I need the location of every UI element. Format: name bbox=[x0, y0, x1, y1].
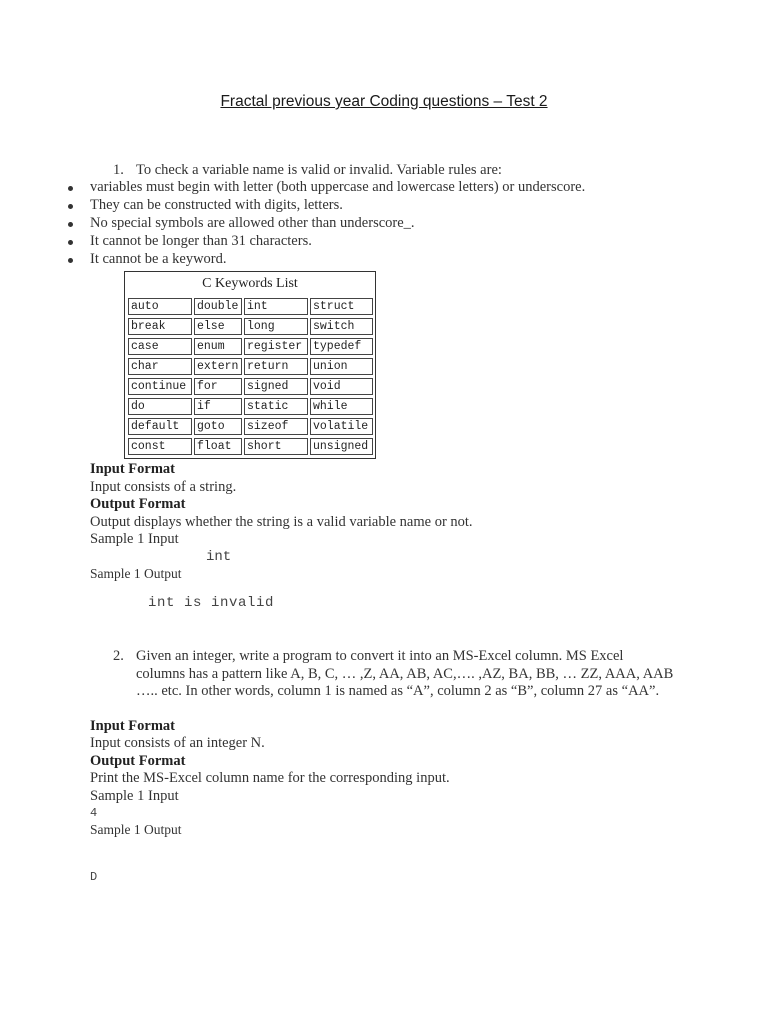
bullet-text: It cannot be longer than 31 characters. bbox=[90, 233, 312, 249]
table-cell: while bbox=[310, 398, 373, 415]
q1-sample-output-value: int is invalid bbox=[148, 595, 275, 611]
q1-output-format-label: Output Format bbox=[90, 496, 186, 512]
table-cell: auto bbox=[128, 298, 192, 315]
q2-number: 2. bbox=[113, 648, 124, 664]
bullet-text: variables must begin with letter (both uppercase and lowercase letters) or underscore. bbox=[90, 179, 586, 195]
table-cell: typedef bbox=[310, 338, 373, 355]
table-cell: static bbox=[244, 398, 308, 415]
q2-sample-input-value: 4 bbox=[90, 806, 98, 820]
table-cell: void bbox=[310, 378, 373, 395]
table-caption: C Keywords List bbox=[202, 276, 298, 291]
q1-sample-input-value: int bbox=[206, 549, 232, 565]
table-cell: goto bbox=[194, 418, 242, 435]
table-cell: else bbox=[194, 318, 242, 335]
table-cell: unsigned bbox=[310, 438, 373, 455]
table-cell: sizeof bbox=[244, 418, 308, 435]
table-cell: float bbox=[194, 438, 242, 455]
table-cell: extern bbox=[194, 358, 242, 375]
bullet-text: It cannot be a keyword. bbox=[90, 251, 227, 267]
table-cell: for bbox=[194, 378, 242, 395]
q2-sample-output-label: Sample 1 Output bbox=[90, 822, 182, 837]
q2-text: Given an integer, write a program to convert it into an MS-Excel column. MS Excel columns has a pattern like A, B, C, … ,Z, AA, AB, AC,…. ,AZ, BA, BB, … ZZ, AAA, AAB ….. etc. In other words, column 1 is named as “A”, column 2 as “B”, column 27 as “AA”. bbox=[136, 648, 674, 699]
q1-sample-output-label: Sample 1 Output bbox=[90, 566, 182, 581]
page-title: Fractal previous year Coding questions – Test 2 bbox=[220, 93, 548, 110]
table-cell: int bbox=[244, 298, 308, 315]
q1-input-format-text: Input consists of a string. bbox=[90, 479, 237, 495]
table-cell: struct bbox=[310, 298, 373, 315]
table-cell: long bbox=[244, 318, 308, 335]
c-keywords-table bbox=[124, 271, 376, 459]
q2-input-format-text: Input consists of an integer N. bbox=[90, 735, 265, 751]
table-cell: do bbox=[128, 398, 192, 415]
bullet-icon bbox=[68, 186, 73, 191]
table-cell: volatile bbox=[310, 418, 373, 435]
table-cell: case bbox=[128, 338, 192, 355]
table-cell: if bbox=[194, 398, 242, 415]
table-cell: default bbox=[128, 418, 192, 435]
table-cell: return bbox=[244, 358, 308, 375]
table-cell: const bbox=[128, 438, 192, 455]
table-cell: enum bbox=[194, 338, 242, 355]
table-cell: continue bbox=[128, 378, 192, 395]
bullet-icon bbox=[68, 258, 73, 263]
bullet-icon bbox=[68, 204, 73, 209]
bullet-icon bbox=[68, 222, 73, 227]
q1-text: To check a variable name is valid or invalid. Variable rules are: bbox=[136, 162, 502, 178]
table-cell: break bbox=[128, 318, 192, 335]
q2-sample-output-value: D bbox=[90, 870, 98, 884]
q1-sample-input-label: Sample 1 Input bbox=[90, 531, 179, 547]
q2-output-format-text: Print the MS-Excel column name for the corresponding input. bbox=[90, 770, 450, 786]
q2-input-format-label: Input Format bbox=[90, 718, 175, 734]
table-cell: char bbox=[128, 358, 192, 375]
table-cell: register bbox=[244, 338, 308, 355]
bullet-text: No special symbols are allowed other than underscore_. bbox=[90, 215, 415, 231]
table-cell: union bbox=[310, 358, 373, 375]
table-cell: short bbox=[244, 438, 308, 455]
q2-sample-input-label: Sample 1 Input bbox=[90, 788, 179, 804]
q1-number: 1. bbox=[113, 162, 124, 178]
bullet-icon bbox=[68, 240, 73, 245]
table-cell: signed bbox=[244, 378, 308, 395]
table-cell: double bbox=[194, 298, 242, 315]
bullet-text: They can be constructed with digits, letters. bbox=[90, 197, 343, 213]
q1-input-format-label: Input Format bbox=[90, 461, 175, 477]
table-cell: switch bbox=[310, 318, 373, 335]
q1-output-format-text: Output displays whether the string is a valid variable name or not. bbox=[90, 514, 473, 530]
q2-output-format-label: Output Format bbox=[90, 753, 186, 769]
